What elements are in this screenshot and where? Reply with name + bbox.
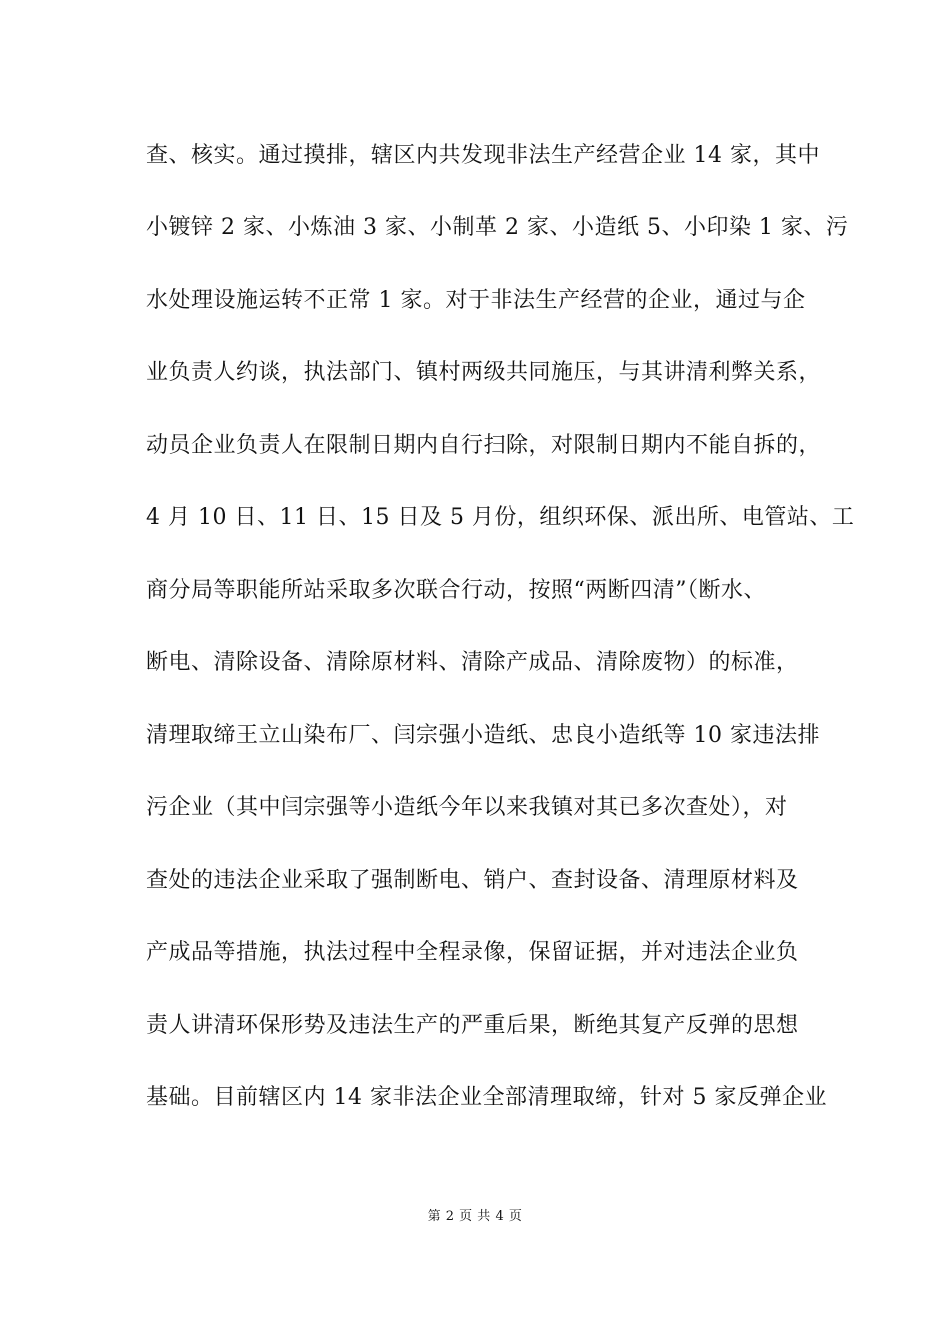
body-text-line: 基础。目前辖区内 14 家非法企业全部清理取缔，针对 5 家反弹企业 bbox=[146, 1085, 827, 1110]
body-text-line: 清理取缔王立山染布厂、闫宗强小造纸、忠良小造纸等 10 家违法排 bbox=[146, 723, 820, 748]
body-text-line: 小镀锌 2 家、小炼油 3 家、小制革 2 家、小造纸 5、小印染 1 家、污 bbox=[146, 215, 849, 240]
body-text-line: 查、核实。通过摸排，辖区内共发现非法生产经营企业 14 家，其中 bbox=[146, 143, 820, 168]
body-text-line: 商分局等职能所站采取多次联合行动，按照“两断四清”（断水、 bbox=[146, 578, 766, 603]
body-text-line: 产成品等措施，执法过程中全程录像，保留证据，并对违法企业负 bbox=[146, 940, 799, 965]
body-text-line: 查处的违法企业采取了强制断电、销户、查封设备、清理原材料及 bbox=[146, 868, 799, 893]
page-number-footer: 第 2 页 共 4 页 bbox=[427, 1209, 523, 1224]
body-text-line: 动员企业负责人在限制日期内自行扫除，对限制日期内不能自拆的， bbox=[146, 433, 822, 458]
body-text-line: 水处理设施运转不正常 1 家。对于非法生产经营的企业，通过与企 bbox=[146, 288, 806, 313]
body-text-line: 断电、清除设备、清除原材料、清除产成品、清除废物）的标准， bbox=[146, 650, 799, 675]
body-text-line: 污企业（其中闫宗强等小造纸今年以来我镇对其已多次查处），对 bbox=[146, 795, 788, 820]
body-text-line: 业负责人约谈，执法部门、镇村两级共同施压，与其讲清利弊关系， bbox=[146, 360, 822, 385]
body-text-line: 责人讲清环保形势及违法生产的严重后果，断绝其复产反弹的思想 bbox=[146, 1013, 799, 1038]
body-text-line: 4 月 10 日、11 日、15 日及 5 月份，组织环保、派出所、电管站、工 bbox=[146, 505, 855, 530]
